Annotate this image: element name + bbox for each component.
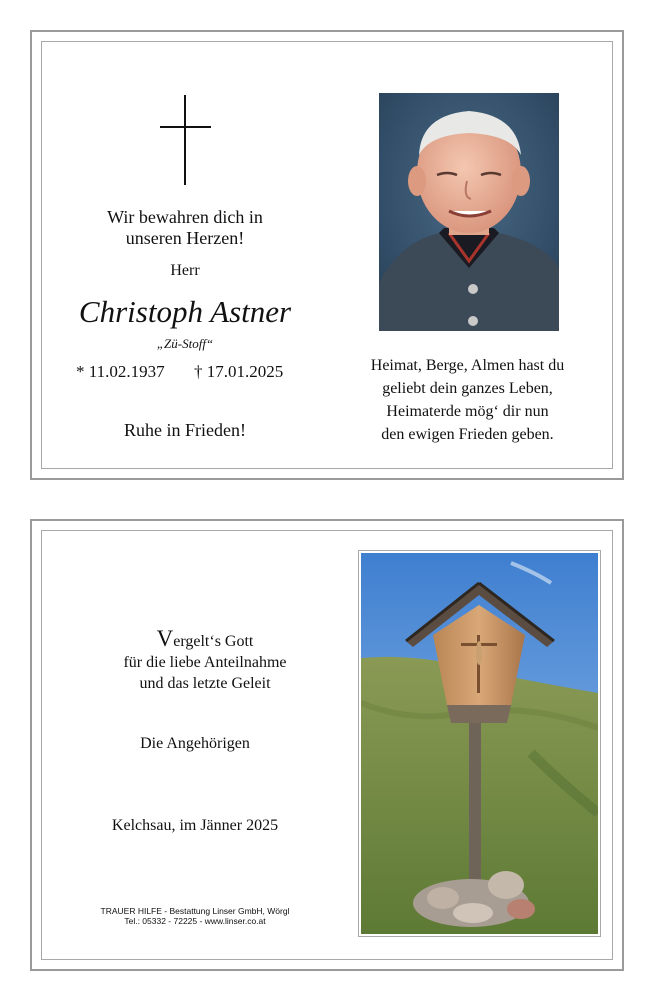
nickname: „Zü-Stoff“ (156, 336, 214, 351)
thanks-heading-rest: ergelt‘s Gott (173, 633, 254, 650)
verse-line-3: Heimaterde mög‘ dir nun (386, 403, 549, 420)
thanks-line-2: für die liebe Anteilnahme (123, 654, 287, 671)
motto-line-2: unseren Herzen! (125, 228, 245, 248)
undertaker-footer (60, 906, 330, 926)
thanks-line-3: und das letzte Geleit (139, 675, 271, 692)
motto (60, 207, 310, 249)
closing-words: Ruhe in Frieden! (124, 420, 246, 440)
cross-icon (184, 95, 186, 185)
place-date: Kelchsau, im Jänner 2025 (111, 817, 279, 834)
wayside-cross-photo (361, 553, 598, 934)
verse-line-2: geliebt dein ganzes Leben, (382, 380, 553, 397)
motto-line-1: Wir bewahren dich in (107, 207, 263, 227)
death-date: † 17.01.2025 (194, 362, 284, 381)
deceased-name: Christoph Astner (78, 294, 292, 329)
salutation: Herr (170, 262, 200, 279)
footer-line-1: TRAUER HILFE - Bestattung Linser GmbH, Wörgl (100, 906, 290, 916)
cross-icon-bar (160, 126, 211, 128)
portrait-photo (379, 93, 559, 331)
thanks-initial: V (156, 626, 174, 651)
verse (340, 354, 595, 446)
thanks-heading (100, 626, 310, 652)
verse-line-4: den ewigen Frieden geben. (381, 426, 554, 443)
family-signature: Die Angehörigen (140, 735, 250, 752)
verse-line-1: Heimat, Berge, Almen hast du (370, 357, 565, 374)
birth-date: * 11.02.1937 (76, 362, 165, 381)
footer-line-2: Tel.: 05332 - 72225 - www.linser.co.at (124, 916, 266, 926)
